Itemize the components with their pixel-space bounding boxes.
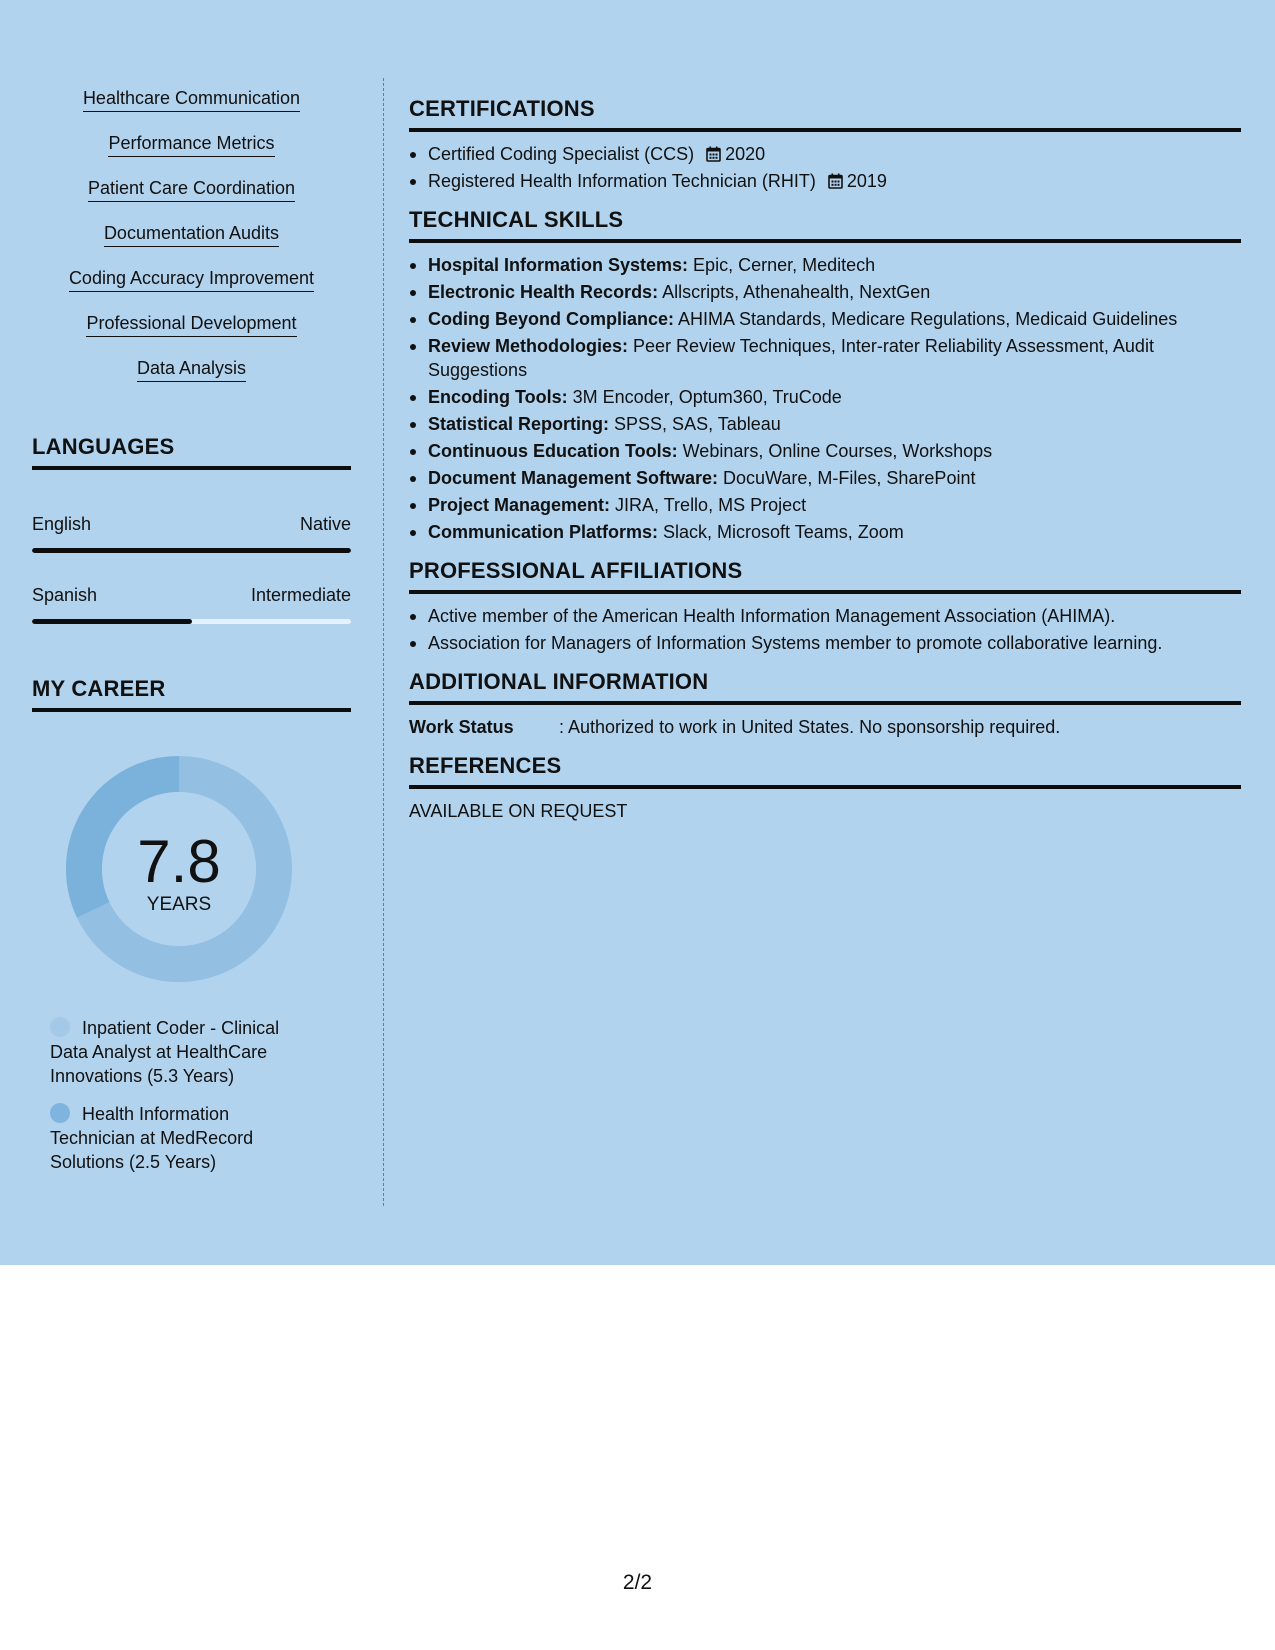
skill-item: [32, 311, 351, 356]
language-row-spanish: [32, 583, 351, 624]
work-status-row: [409, 715, 1241, 739]
left-column: [32, 86, 351, 401]
affiliations-section: [409, 558, 1241, 655]
certifications-heading: CERTIFICATIONS: [409, 96, 1241, 132]
skill-item: [32, 131, 351, 176]
skills-list: [32, 86, 351, 401]
technical-skills-list: [409, 253, 1241, 544]
calendar-icon: [706, 146, 721, 162]
references-text: AVAILABLE ON REQUEST: [409, 801, 628, 821]
career-legend-item: [50, 1102, 310, 1174]
certifications-section: [409, 96, 1241, 193]
languages-section: [32, 434, 351, 624]
technical-skill-label: Communication Platforms:: [428, 522, 659, 542]
skill-label: Performance Metrics: [108, 131, 274, 157]
technical-skill-value: SPSS, SAS, Tableau: [609, 414, 781, 434]
language-name: English: [32, 514, 92, 534]
technical-skill-item: [409, 385, 1241, 409]
language-proficiency-fill: [32, 619, 192, 624]
legend-dot-icon: [50, 1017, 70, 1037]
language-proficiency-bar: [32, 619, 351, 624]
technical-skill-value: JIRA, Trello, MS Project: [610, 495, 807, 515]
technical-skill-label: Coding Beyond Compliance:: [428, 309, 675, 329]
legend-dot-icon: [50, 1103, 70, 1123]
technical-skill-item: [409, 280, 1241, 304]
language-row-english: [32, 512, 351, 553]
affiliation-item: Active member of the American Health Information Management Association (AHIMA).: [409, 604, 1241, 628]
technical-skill-item: [409, 520, 1241, 544]
technical-skill-item: [409, 493, 1241, 517]
technical-skills-section: [409, 207, 1241, 544]
technical-skill-item: [409, 466, 1241, 490]
language-proficiency-fill: [32, 548, 351, 553]
career-donut-chart: [66, 756, 292, 982]
technical-skill-value: 3M Encoder, Optum360, TruCode: [567, 387, 842, 407]
technical-skill-value: Slack, Microsoft Teams, Zoom: [658, 522, 904, 542]
career-total-unit: YEARS: [146, 894, 212, 915]
technical-skill-label: Project Management:: [428, 495, 611, 515]
technical-skill-label: Statistical Reporting:: [428, 414, 610, 434]
technical-skill-label: Encoding Tools:: [428, 387, 568, 407]
affiliations-heading: PROFESSIONAL AFFILIATIONS: [409, 558, 1241, 594]
career-section: [32, 676, 351, 1172]
technical-skill-label: Document Management Software:: [428, 468, 719, 488]
skill-label: Healthcare Communication: [83, 86, 300, 112]
career-role-text: Health Information Technician at MedRecord Solutions (2.5 Years): [50, 1104, 254, 1172]
language-proficiency-bar: [32, 548, 351, 553]
technical-skill-label: Hospital Information Systems:: [428, 255, 689, 275]
column-divider: [383, 78, 384, 1206]
skill-label: Professional Development: [86, 311, 296, 337]
affiliation-item: Association for Managers of Information Systems member to promote collaborative learning.: [409, 631, 1241, 655]
skill-item: [32, 176, 351, 221]
skill-item: [32, 266, 351, 311]
career-legend: [50, 1016, 310, 1188]
technical-skill-value: Webinars, Online Courses, Workshops: [677, 441, 993, 461]
technical-skill-item: [409, 253, 1241, 277]
language-level: Intermediate: [250, 585, 351, 605]
skill-item: [32, 221, 351, 266]
technical-skill-item: [409, 307, 1241, 331]
certification-year: 2019: [846, 171, 887, 191]
technical-skill-item: [409, 412, 1241, 436]
skill-label: Coding Accuracy Improvement: [69, 266, 314, 292]
technical-skill-item: [409, 334, 1241, 382]
certifications-list: [409, 142, 1241, 193]
references-heading: REFERENCES: [409, 753, 1241, 789]
language-name: Spanish: [32, 585, 98, 605]
affiliations-list: [409, 604, 1241, 655]
work-status-value: : Authorized to work in United States. No sponsorship required.: [559, 717, 1061, 737]
career-role-text: Inpatient Coder - Clinical Data Analyst at HealthCare Innovations (5.3 Years): [50, 1018, 280, 1086]
technical-skill-item: [409, 439, 1241, 463]
references-section: [409, 753, 1241, 823]
skill-label: Data Analysis: [137, 356, 246, 382]
technical-skill-value: DocuWare, M-Files, SharePoint: [718, 468, 976, 488]
technical-skill-value: Epic, Cerner, Meditech: [688, 255, 876, 275]
work-status-label: Work Status: [409, 717, 514, 737]
calendar-icon: [828, 173, 843, 189]
certification-item: [409, 142, 1241, 166]
career-heading: MY CAREER: [32, 676, 351, 712]
technical-skill-value: Allscripts, Athenahealth, NextGen: [658, 282, 931, 302]
technical-skill-label: Continuous Education Tools:: [428, 441, 678, 461]
technical-skill-label: Electronic Health Records:: [428, 282, 659, 302]
skill-label: Patient Care Coordination: [88, 176, 295, 202]
certification-name: Registered Health Information Technician (RHIT): [428, 171, 816, 191]
certification-name: Certified Coding Specialist (CCS): [428, 144, 695, 164]
career-total-years: 7.8: [137, 828, 221, 895]
languages-heading: LANGUAGES: [32, 434, 351, 470]
skill-item: [32, 86, 351, 131]
language-level: Native: [299, 514, 351, 534]
additional-info-section: [409, 669, 1241, 739]
skill-label: Documentation Audits: [104, 221, 279, 247]
technical-skill-label: Review Methodologies:: [428, 336, 629, 356]
additional-info-heading: ADDITIONAL INFORMATION: [409, 669, 1241, 705]
technical-skills-heading: TECHNICAL SKILLS: [409, 207, 1241, 243]
career-legend-item: [50, 1016, 310, 1088]
certification-year: 2020: [725, 144, 766, 164]
technical-skill-value: AHIMA Standards, Medicare Regulations, Medicaid Guidelines: [674, 309, 1178, 329]
right-column: [409, 96, 1241, 837]
certification-item: [409, 169, 1241, 193]
skill-item: [32, 356, 351, 401]
technical-skill-value: Peer Review Techniques, Inter-rater Reliability Assessment, Audit Suggestions: [428, 336, 1154, 380]
page-number: 2/2: [622, 1571, 653, 1594]
